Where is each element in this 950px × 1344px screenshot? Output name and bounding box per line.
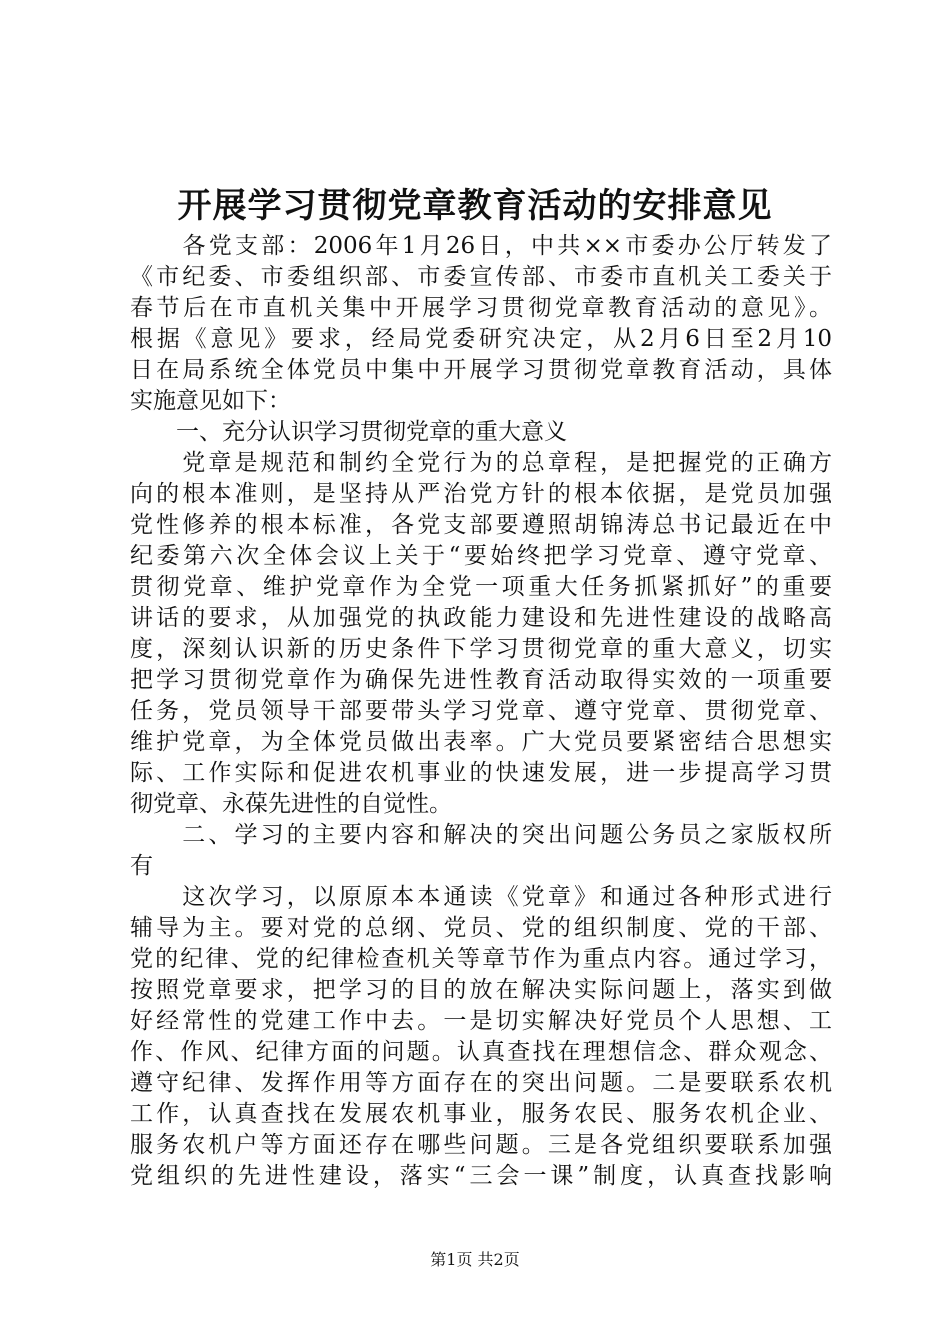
body-line: 彻党章、永葆先进性的自觉性。 — [130, 791, 452, 817]
document-title: 开展学习贯彻党章教育活动的安排意见 — [177, 186, 773, 226]
body-line: 实施意见如下： — [130, 388, 291, 414]
body-line: 党章是规范和制约全党行为的总章程，是把握党的正确方 — [130, 450, 832, 476]
body-line: 党的纪律、党的纪律检查机关等章节作为重点内容。通过学习， — [130, 946, 832, 972]
body-line: 有 — [130, 853, 153, 879]
body-line: 讲话的要求，从加强党的执政能力建设和先进性建设的战略高 — [130, 605, 832, 631]
body-line: 服务农机户等方面还存在哪些问题。三是各党组织要联系加强 — [130, 1132, 832, 1158]
body-line: 向的根本准则，是坚持从严治党方针的根本依据，是党员加强 — [130, 481, 832, 507]
body-line: 遵守纪律、发挥作用等方面存在的突出问题。二是要联系农机 — [130, 1070, 832, 1096]
body-line: 党性修养的根本标准，各党支部要遵照胡锦涛总书记最近在中 — [130, 512, 832, 538]
body-line: 一、充分认识学习贯彻党章的重大意义 — [130, 419, 567, 445]
body-line: 任务，党员领导干部要带头学习党章、遵守党章、贯彻党章、 — [130, 698, 832, 724]
body-line: 贯彻党章、维护党章作为全党一项重大任务抓紧抓好”的重要 — [130, 574, 832, 600]
body-line: 工作，认真查找在发展农机事业，服务农民、服务农机企业、 — [130, 1101, 832, 1127]
body-line: 二、学习的主要内容和解决的突出问题公务员之家版权所 — [130, 822, 832, 848]
body-line: 各党支部：2006年1月26日，中共××市委办公厅转发了 — [130, 233, 832, 259]
body-line: 根据《意见》要求，经局党委研究决定，从2月6日至2月10 — [130, 326, 832, 352]
body-line: 党组织的先进性建设，落实“三会一课”制度，认真查找影响 — [130, 1163, 832, 1189]
body-line: 按照党章要求，把学习的目的放在解决实际问题上，落实到做 — [130, 977, 832, 1003]
body-line: 把学习贯彻党章作为确保先进性教育活动取得实效的一项重要 — [130, 667, 832, 693]
document-body — [130, 231, 832, 1192]
body-line: 纪委第六次全体会议上关于“要始终把学习党章、遵守党章、 — [130, 543, 832, 569]
body-line: 维护党章，为全体党员做出表率。广大党员要紧密结合思想实 — [130, 729, 832, 755]
page-footer: 第1页 共2页 — [430, 1250, 520, 1269]
body-line: 作、作风、纪律方面的问题。认真查找在理想信念、群众观念、 — [130, 1039, 832, 1065]
body-line: 春节后在市直机关集中开展学习贯彻党章教育活动的意见》。 — [130, 295, 832, 321]
body-line: 度，深刻认识新的历史条件下学习贯彻党章的重大意义，切实 — [130, 636, 832, 662]
body-line: 际、工作实际和促进农机事业的快速发展，进一步提高学习贯 — [130, 760, 832, 786]
body-line: 辅导为主。要对党的总纲、党员、党的组织制度、党的干部、 — [130, 915, 832, 941]
body-line: 这次学习，以原原本本通读《党章》和通过各种形式进行 — [130, 884, 832, 910]
body-line: 日在局系统全体党员中集中开展学习贯彻党章教育活动，具体 — [130, 357, 832, 383]
body-line: 《市纪委、市委组织部、市委宣传部、市委市直机关工委关于 — [130, 264, 832, 290]
body-line: 好经常性的党建工作中去。一是切实解决好党员个人思想、工 — [130, 1008, 832, 1034]
